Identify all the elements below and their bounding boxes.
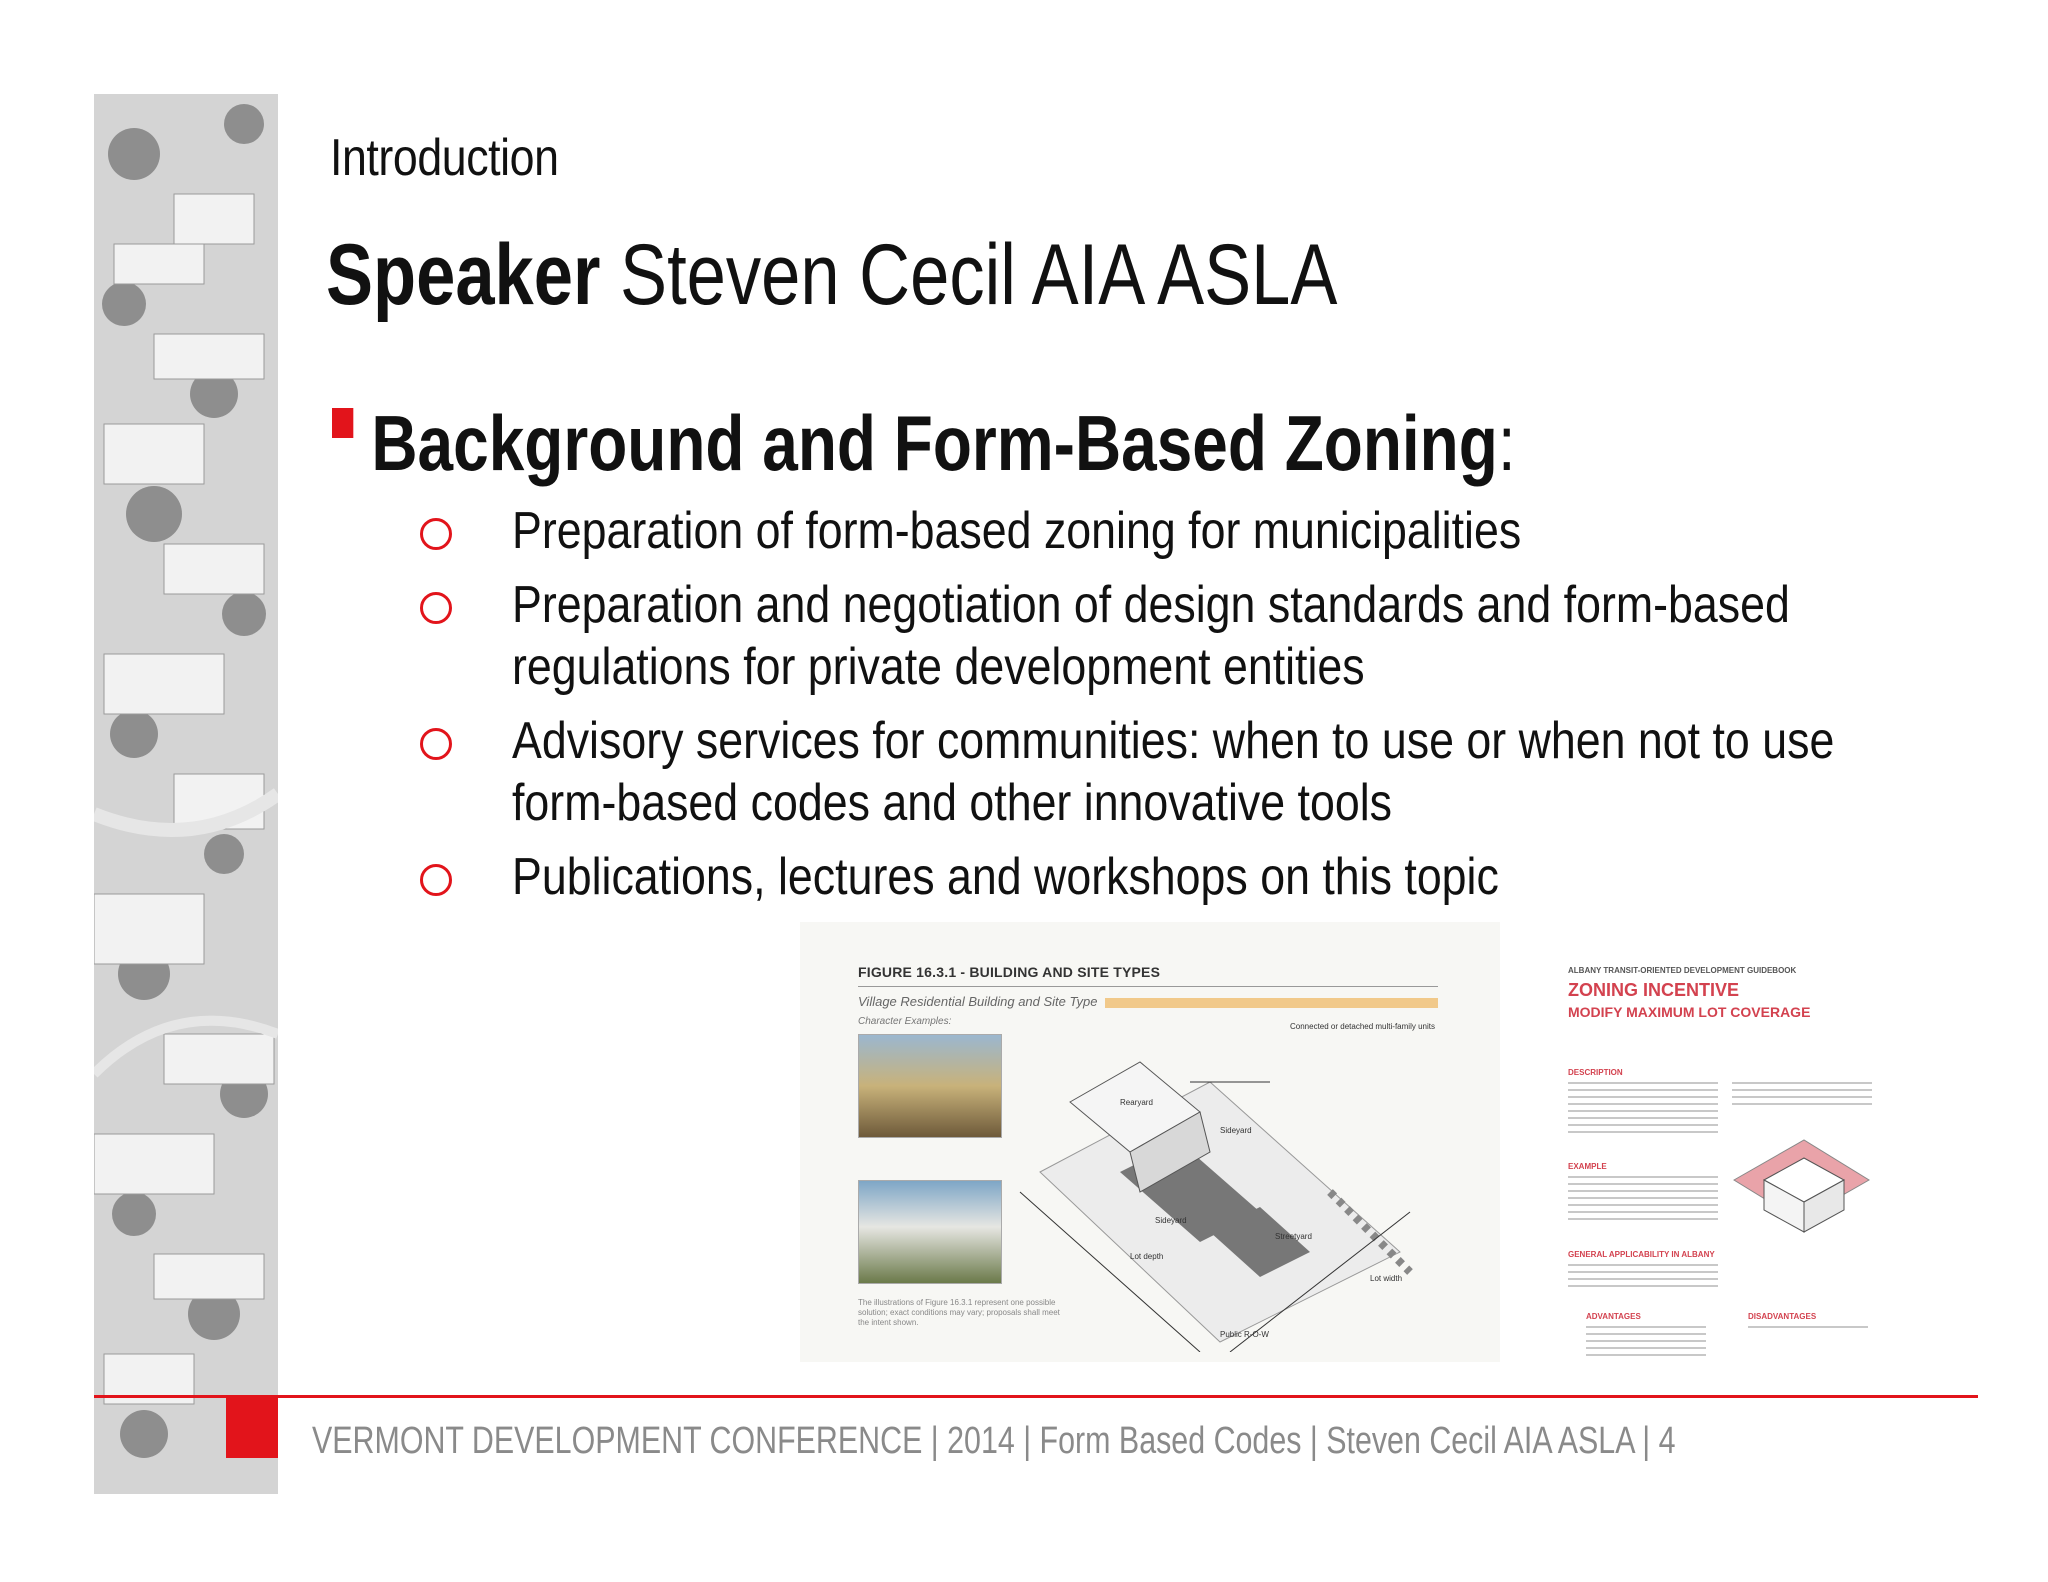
diagram-label-lot-width: Lot width <box>1370 1274 1403 1283</box>
doc-title: ZONING INCENTIVE <box>1568 980 1740 1000</box>
speaker-title <box>326 226 1337 325</box>
doc-text-block <box>1586 1326 1706 1361</box>
diagram-label-streetyard: Streetyard <box>1275 1232 1312 1241</box>
diagram-label-row: Public R-O-W <box>1220 1330 1269 1339</box>
diagram-label-sideyard-b: Sideyard <box>1155 1216 1187 1225</box>
footer-rule <box>94 1395 1978 1398</box>
figure-subtitle: Village Residential Building and Site Type <box>858 994 1098 1009</box>
bullet-heading <box>332 398 1516 489</box>
house-photo-2 <box>858 1180 1002 1284</box>
lot-coverage-diagram <box>1724 1120 1874 1250</box>
doc-subtitle: MODIFY MAXIMUM LOT COVERAGE <box>1568 1004 1811 1020</box>
doc-section-applicability: GENERAL APPLICABILITY IN ALBANY <box>1568 1250 1715 1259</box>
diagram-label-units: Connected or detached multi-family units <box>1290 1022 1435 1031</box>
aerial-illustration <box>94 94 278 1494</box>
list-item: Publications, lectures and workshops on this topic <box>420 846 1980 908</box>
circle-bullet-icon <box>420 728 452 760</box>
doc-section-advantages: ADVANTAGES <box>1586 1312 1641 1321</box>
doc-section-description: DESCRIPTION <box>1568 1068 1623 1077</box>
doc-text-block <box>1568 1264 1718 1292</box>
doc-text-block <box>1732 1082 1872 1110</box>
list-item: Preparation and negotiation of design standards and form-based regulations for private development entities <box>420 574 1980 698</box>
circle-bullet-icon <box>420 518 452 550</box>
speaker-label: Speaker <box>326 227 601 323</box>
doc-text-block <box>1568 1082 1718 1138</box>
figure-caption: The illustrations of Figure 16.3.1 represent one possible solution; exact conditions may vary; proposals shall meet the intent shown. <box>858 1298 1060 1327</box>
figure-color-band <box>1105 998 1438 1008</box>
circle-bullet-icon <box>420 864 452 896</box>
doc-header: ALBANY TRANSIT-ORIENTED DEVELOPMENT GUIDEBOOK <box>1568 966 1797 975</box>
footer-text: VERMONT DEVELOPMENT CONFERENCE | 2014 | Form Based Codes | Steven Cecil AIA ASLA | 4 <box>312 1420 1676 1462</box>
figure-rule <box>858 986 1438 987</box>
square-bullet-icon <box>332 408 353 438</box>
footer-accent-block <box>226 1398 278 1458</box>
doc-section-disadvantages: DISADVANTAGES <box>1748 1312 1817 1321</box>
doc-text-block <box>1748 1326 1868 1333</box>
diagram-label-rearyard: Rearyard <box>1120 1098 1153 1107</box>
aerial-image-strip <box>94 94 278 1494</box>
section-label: Introduction <box>330 129 559 187</box>
doc-section-example: EXAMPLE <box>1568 1162 1607 1171</box>
speaker-name: Steven Cecil AIA ASLA <box>600 227 1338 323</box>
list-item: Preparation of form-based zoning for municipalities <box>420 500 1980 562</box>
doc-text-block <box>1568 1176 1718 1225</box>
diagram-label-lot-depth: Lot depth <box>1130 1252 1164 1261</box>
character-examples-label: Character Examples: <box>858 1016 952 1027</box>
zoning-incentive-document <box>1556 960 1886 1378</box>
house-photo-1 <box>858 1034 1002 1138</box>
bullet-heading-text: Background and Form-Based Zoning <box>371 399 1498 487</box>
diagram-label-sideyard-a: Sideyard <box>1220 1126 1252 1135</box>
circle-bullet-icon <box>420 592 452 624</box>
building-site-types-figure <box>800 922 1500 1362</box>
list-item: Advisory services for communities: when to use or when not to use form-based codes and other innovative tools <box>420 710 1980 834</box>
bullet-heading-suffix: : <box>1497 399 1516 487</box>
sub-bullet-list <box>420 500 1980 920</box>
site-diagram <box>1010 1022 1430 1352</box>
figure-title: FIGURE 16.3.1 - BUILDING AND SITE TYPES <box>858 964 1161 980</box>
